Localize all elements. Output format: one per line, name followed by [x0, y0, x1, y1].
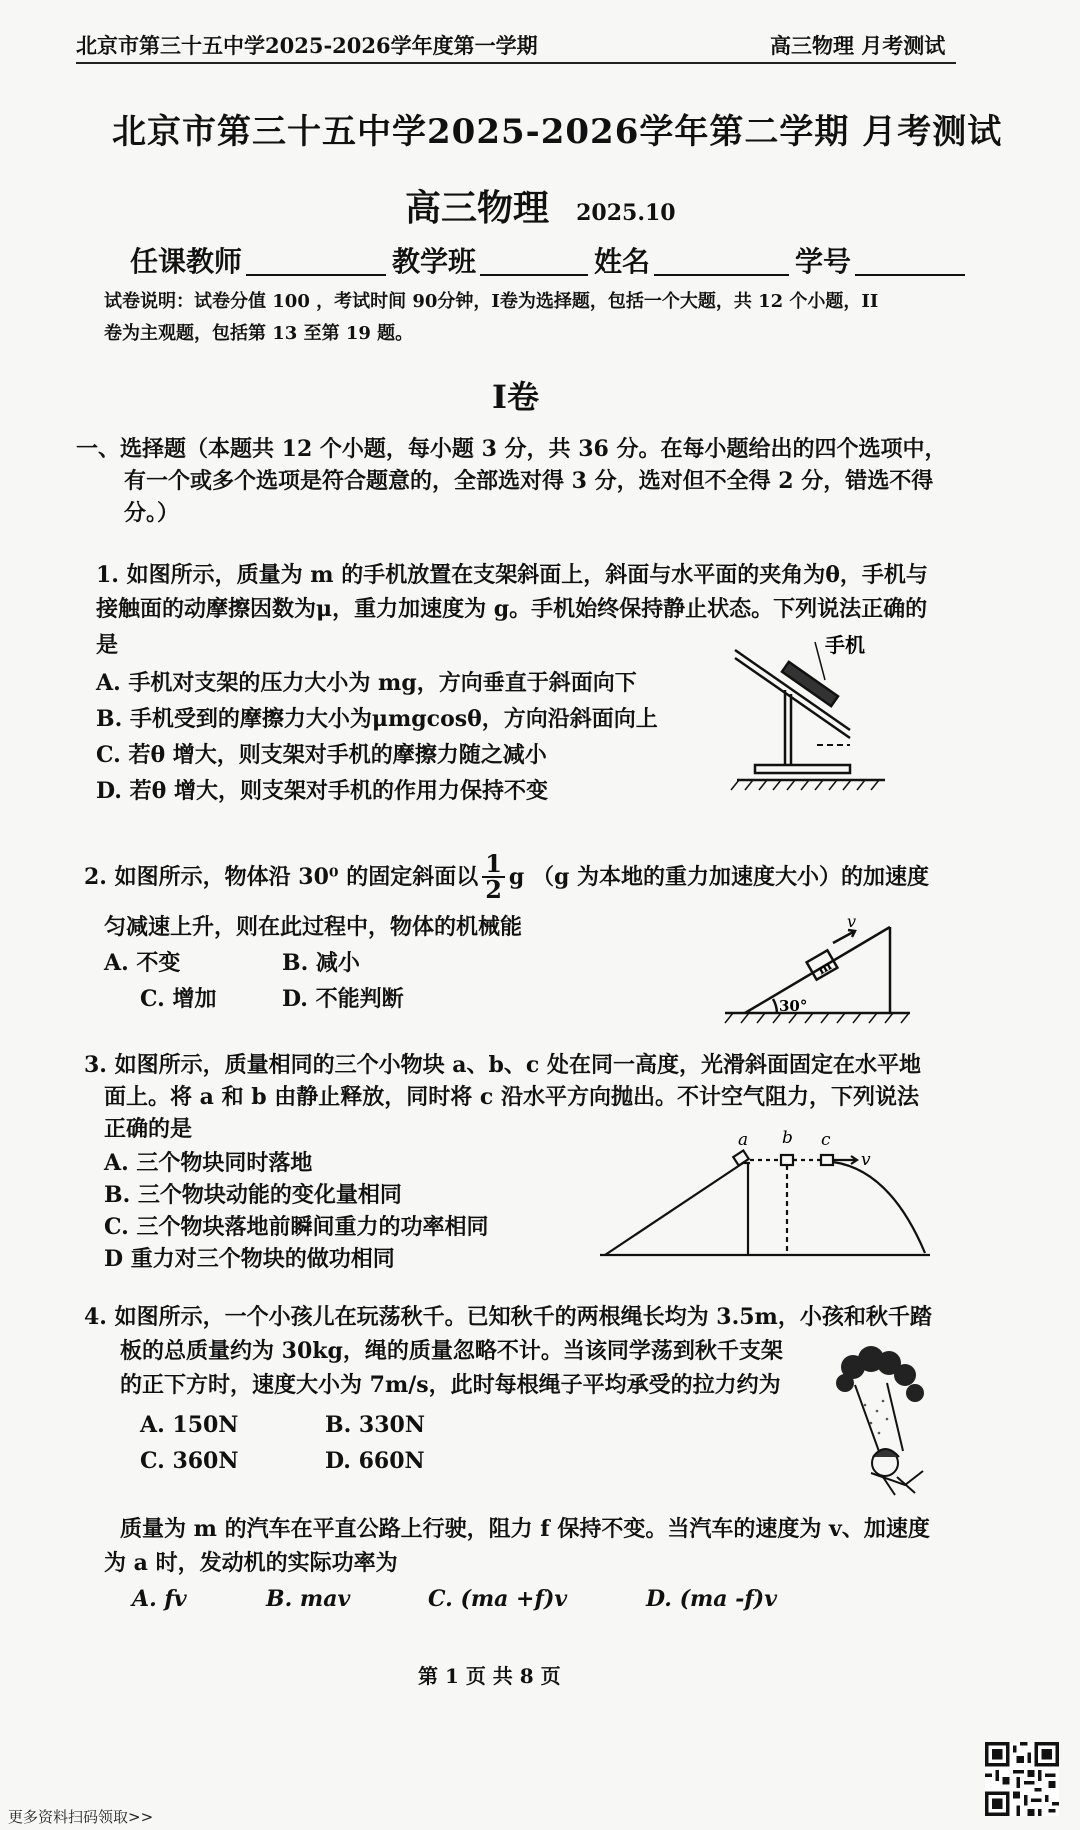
q5-option-b: B. mav — [266, 1586, 351, 1612]
q4-option-c: C. 360N — [140, 1448, 239, 1474]
field-id-blank[interactable] — [855, 248, 965, 276]
q3-figure-label-a: a — [738, 1130, 749, 1150]
q2-frac-den: 2 — [485, 875, 502, 904]
exam-date: 2025.10 — [576, 200, 676, 226]
q3-figure-label-c: c — [821, 1130, 831, 1150]
instructions-line-2: 卷为主观题，包括第 13 至第 19 题。 — [104, 323, 414, 344]
field-id-label: 学号 — [795, 245, 852, 278]
q2-option-a: A. 不变 — [104, 950, 181, 976]
q3-option-d: D 重力对三个物块的做功相同 — [104, 1246, 395, 1272]
q4-option-b: B. 330N — [325, 1412, 425, 1438]
q2-option-d: D. 不能判断 — [282, 986, 404, 1012]
q2-suffix: g （g 为本地的重力加速度大小）的加速度 — [508, 864, 929, 890]
q4-option-a: A. 150N — [140, 1412, 239, 1438]
q4-option-d: D. 660N — [325, 1448, 425, 1474]
q3-line-2: 面上。将 a 和 b 由静止释放，同时将 c 沿水平方向抛出。不计空气阻力，下列说法 — [104, 1084, 919, 1110]
q3-option-b: B. 三个物块动能的变化量相同 — [104, 1182, 402, 1208]
q2-line-1 — [84, 849, 929, 904]
q1-figure-label: 手机 — [825, 633, 865, 657]
q2-figure-v-label: v — [847, 915, 857, 931]
q1-line-2: 接触面的动摩擦因数为μ，重力加速度为 g。手机始终保持静止状态。下列说法正确的 — [96, 596, 928, 622]
field-teacher-blank[interactable] — [246, 248, 386, 276]
q2-figure-incline — [715, 915, 925, 1030]
q3-figure-label-v: v — [861, 1150, 871, 1170]
instructions-line-1: 试卷说明：试卷分值 100 ，考试时间 90分钟，I卷为选择题，包括一个大题，共 12 个小题，II — [104, 291, 879, 312]
q1-line-3: 是 — [96, 632, 119, 658]
q1-figure-phone-stand — [725, 630, 925, 800]
q3-figure-blocks — [595, 1125, 935, 1265]
q4-line-1: 4. 如图所示，一个小孩儿在玩荡秋千。已知秋千的两根绳长均为 3.5m，小孩和秋千踏 — [84, 1304, 932, 1330]
field-class-blank[interactable] — [480, 248, 588, 276]
page-title: 北京市第三十五中学2025-2026学年第二学期 月考测试 — [112, 112, 1003, 152]
q1-line-1: 1. 如图所示，质量为 m 的手机放置在支架斜面上，斜面与水平面的夹角为θ，手机与 — [96, 562, 928, 588]
q5-option-d: D. (ma -f)v — [646, 1586, 778, 1612]
subtitle-row — [405, 180, 676, 231]
student-info-row — [130, 240, 971, 280]
section-line-1: 一、选择题（本题共 12 个小题，每小题 3 分，共 36 分。在每小题给出的四个选项中， — [76, 436, 947, 462]
section-line-2: 有一个或多个选项是符合题意的，全部选对得 3 分，选对但不全得 2 分，错选不得 — [124, 468, 934, 494]
q1-option-b: B. 手机受到的摩擦力大小为μmgcosθ，方向沿斜面向上 — [96, 706, 658, 732]
q5-line-2: 为 a 时，发动机的实际功率为 — [104, 1550, 398, 1576]
section-line-3: 分。） — [124, 500, 180, 526]
q5-option-c: C. (ma +f)v — [428, 1586, 568, 1612]
q2-line-2: 匀减速上升，则在此过程中，物体的机械能 — [104, 914, 523, 940]
subject-title: 高三物理 — [405, 187, 550, 229]
q3-option-a: A. 三个物块同时落地 — [104, 1150, 313, 1176]
q4-figure-swing-child — [825, 1345, 935, 1500]
header-left: 北京市第三十五中学2025-2026学年度第一学期 — [76, 33, 538, 58]
page-number: 第 1 页 共 8 页 — [418, 1664, 561, 1688]
q2-option-c: C. 增加 — [140, 986, 217, 1012]
q2-option-b: B. 减小 — [282, 950, 360, 976]
q3-figure-label-b: b — [782, 1128, 793, 1148]
q3-option-c: C. 三个物块落地前瞬间重力的功率相同 — [104, 1214, 489, 1240]
q1-option-c: C. 若θ 增大，则支架对手机的摩擦力随之减小 — [96, 742, 547, 768]
q5-line-1: 质量为 m 的汽车在平直公路上行驶，阻力 f 保持不变。当汽车的速度为 v、加速度 — [120, 1516, 930, 1542]
q2-prefix: 2. 如图所示，物体沿 30⁰ 的固定斜面以 — [84, 864, 479, 890]
q1-option-d: D. 若θ 增大，则支架对手机的作用力保持不变 — [96, 778, 548, 804]
q5-option-a: A. fv — [132, 1586, 187, 1612]
q2-figure-angle-label: 30° — [779, 997, 808, 1015]
q2-frac-num: 1 — [482, 852, 505, 878]
field-name-label: 姓名 — [594, 245, 651, 278]
field-teacher-label: 任课教师 — [130, 245, 243, 278]
header-right: 高三物理 月考测试 — [770, 33, 946, 58]
field-class-label: 教学班 — [392, 245, 477, 278]
header-rule — [76, 62, 956, 64]
field-name-blank[interactable] — [654, 248, 789, 276]
q3-line-1: 3. 如图所示，质量相同的三个小物块 a、b、c 处在同一高度，光滑斜面固定在水平地 — [84, 1052, 921, 1078]
qr-code-icon — [985, 1742, 1059, 1816]
qr-code[interactable] — [985, 1742, 1059, 1816]
q3-line-3: 正确的是 — [104, 1116, 193, 1142]
q1-option-a: A. 手机对支架的压力大小为 mg，方向垂直于斜面向下 — [96, 670, 637, 696]
more-resources-link[interactable]: 更多资料扫码领取>> — [8, 1808, 154, 1826]
q2-fraction — [482, 849, 505, 904]
q4-line-2: 板的总质量约为 30kg，绳的质量忽略不计。当该同学荡到秋千支架 — [120, 1338, 783, 1364]
volume-heading: I卷 — [492, 378, 539, 416]
q2-figure-block-label: m — [815, 958, 835, 979]
q4-line-3: 的正下方时，速度大小为 7m/s，此时每根绳子平均承受的拉力约为 — [120, 1372, 781, 1398]
